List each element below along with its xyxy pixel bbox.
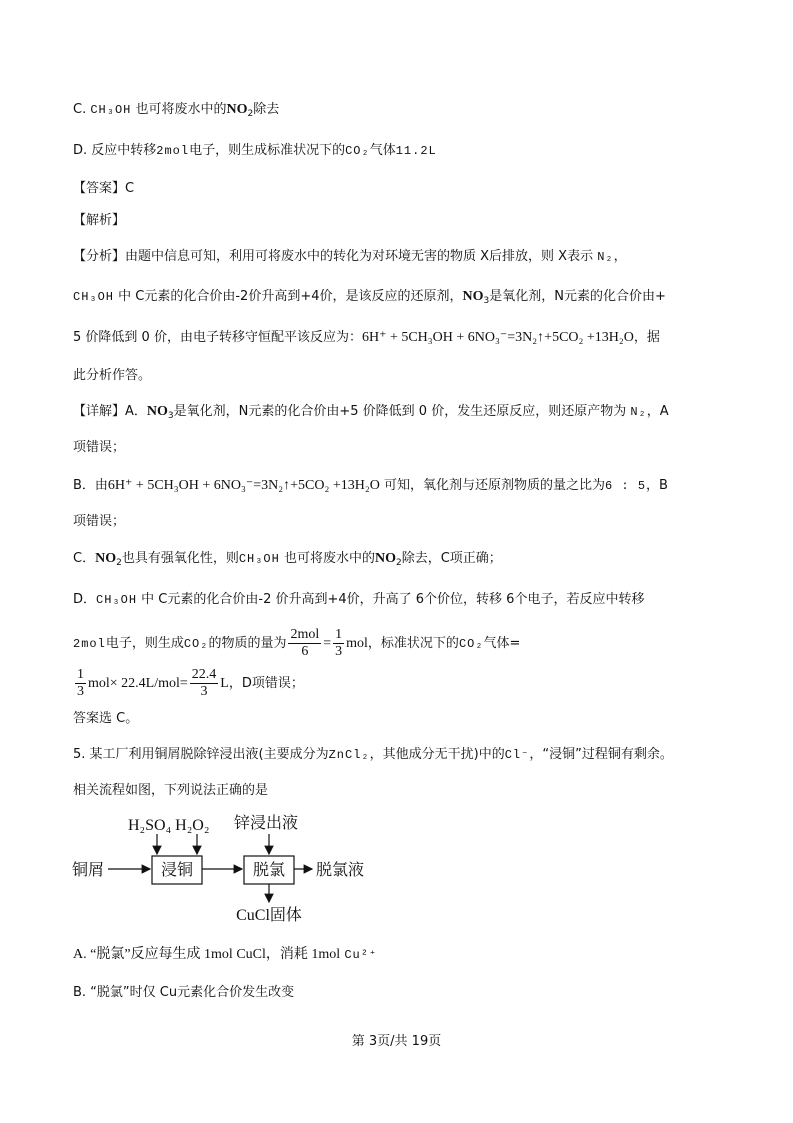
analysis-label: 【解析】 — [73, 213, 126, 228]
detail-d-line-3: $\frac{1}{3}$ mol× 22.4L/mol= $\frac{22.4}{3}$ L，D项错误； — [77, 667, 304, 699]
option-a-line: A. “脱氯”反应每生成 1mol CuCl，消耗 1mol Cu²⁺ — [73, 947, 378, 962]
equation: 6H⁺ + 5CH₃OH + 6NO₃⁻=3N₂↑+5CO₂ +13H₂O — [107, 478, 380, 493]
detail-d-line: D．CH₃OH 中 C元素的化合价由-2 价升高到+4价，升高了 6个价位，转移 6个电子，若反应中转移 — [73, 592, 645, 607]
analysis-line-2: CH₃OH 中 C元素的化合价由-2价升高到+4价，是该反应的还原剂，$NO_3$是氧化剂，N元素的化合价由+ — [73, 289, 666, 306]
equation: 6H⁺ + 5CH₃OH + 6NO₃⁻=3N₂↑+5CO₂ +13H₂O — [361, 330, 634, 345]
question-5-line-2: 相关流程如图，下列说法正确的是 — [73, 783, 269, 798]
zinc-liquid-label: 锌浸出液 — [234, 815, 299, 832]
conclusion-line: 答案选 C。 — [73, 711, 139, 726]
option-c-line: C. CH₃OH 也可将废水中的$NO_2$除去 — [73, 102, 280, 119]
detail-c-line: C．$NO_2$也具有强氧化性，则CH₃OH 也可将废水中的$NO_2$除去，C项正确； — [73, 551, 502, 568]
detail-a-line: 【详解】A．$NO_3$是氧化剂，N元素的化合价由+5 价降低到 0 价，发生还原反应，则还原产物为 N₂，A — [73, 404, 669, 421]
detail-d-line-2: 2mol电子，则生成CO₂的物质的量为 $\frac{\text{2mol}}{6}$ = $\frac{1}{3}$ mol，标准状况下的CO₂气体= — [73, 627, 521, 659]
detail-b-line-2: 项错误； — [73, 514, 126, 529]
fraction: $\frac{1}{3}$ — [335, 627, 343, 659]
fraction: $\frac{22.4}{3}$ — [191, 667, 217, 699]
option-b-line: B. “脱氯”时仅 Cu元素化合价发生改变 — [73, 985, 295, 1000]
detail-b-line: B．由6H⁺ + 5CH₃OH + 6NO₃⁻=3N₂↑+5CO₂ +13H₂O 可知，氧化剂与还原剂物质的量之比为6 : 5，B — [73, 478, 668, 493]
question-5-line-1: 5. 某工厂利用铜屑脱除锌浸出液(主要成分为ZnCl₂，其他成分无干扰)中的Cl⁻，“浸铜”过程铜有剩余。 — [73, 747, 673, 762]
process-flow-diagram — [72, 810, 382, 925]
output-liquid-label: 脱氯液 — [316, 862, 365, 879]
input-copper-label: 铜屑 — [72, 862, 105, 879]
reagents-label: H₂SO₄ H₂O₂ — [128, 817, 210, 834]
leaching-box-label: 浸铜 — [160, 862, 194, 879]
analysis-line-3: 5 价降低到 0 价，由电子转移守恒配平该反应为：6H⁺ + 5CH₃OH + 6NO₃⁻=3N₂↑+5CO₂ +13H₂O，据 — [73, 330, 660, 345]
analysis-line-1: 【分析】由题中信息可知，利用可将废水中的转化为对环境无害的物质 X后排放，则 X表示 N₂， — [73, 249, 627, 264]
analysis-line-4: 此分析作答。 — [73, 368, 152, 383]
fraction: $\frac{\text{2mol}}{6}$ — [290, 627, 320, 659]
page-footer: 第 3页/共 19页 — [351, 1034, 442, 1049]
dechlorination-box-label: 脱氯 — [252, 862, 286, 879]
fraction: $\frac{1}{3}$ — [77, 667, 84, 699]
option-d-line: D. 反应中转移2mol电子，则生成标准状况下的CO₂气体11.2L — [73, 143, 437, 158]
detail-a-line-2: 项错误； — [73, 440, 126, 455]
answer-line: 【答案】C — [73, 181, 135, 196]
solid-product-label: CuCl固体 — [236, 907, 302, 924]
